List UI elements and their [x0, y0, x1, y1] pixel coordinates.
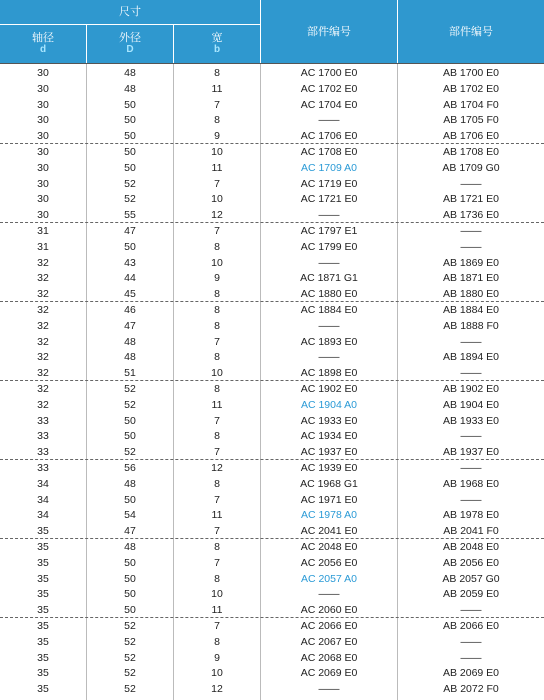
cell-part-number-2: AB 2072 F0	[443, 683, 499, 696]
cell-width: 12	[211, 209, 223, 222]
cell-outer-diameter: 54	[124, 509, 136, 522]
cell-part-number-2: AB 1904 E0	[442, 398, 500, 411]
cell-outer-diameter: 52	[124, 398, 136, 411]
cell-outer-diameter: 50	[124, 604, 136, 617]
cell-shaft-diameter: 30	[37, 114, 49, 127]
cell-outer-diameter: 48	[124, 351, 136, 364]
cell-shaft-diameter: 31	[37, 240, 49, 253]
header-part-number-1	[261, 0, 397, 63]
cell-part-number-1: AC 1880 E0	[300, 288, 358, 301]
cell-width: 8	[214, 477, 220, 490]
cell-part-number-2: AB 2069 E0	[442, 667, 500, 680]
cell-width: 7	[214, 493, 220, 506]
cell-outer-diameter: 50	[124, 572, 136, 585]
cell-outer-diameter: 48	[124, 67, 136, 79]
cell-part-number-2: ——	[460, 367, 482, 380]
col-b-symbol: b	[213, 44, 221, 55]
cell-part-number-2: AB 2066 E0	[442, 620, 500, 632]
cell-width: 7	[214, 620, 220, 632]
col-d-label: 轴径	[32, 32, 54, 44]
table-row	[0, 507, 544, 523]
cell-part-number-2: AB 2057 G0	[442, 572, 500, 585]
table-row	[0, 681, 544, 697]
table-row	[0, 270, 544, 286]
cell-part-number-1: AC 1704 E0	[300, 98, 358, 111]
cell-shaft-diameter: 35	[37, 604, 49, 617]
cell-outer-diameter: 52	[124, 683, 136, 696]
table-row	[0, 128, 544, 144]
cell-part-number-2: AB 1705 F0	[443, 114, 499, 127]
cell-part-number-1: AC 2067 E0	[300, 635, 358, 648]
cell-shaft-diameter: 32	[37, 367, 49, 380]
cell-part-number-1: AC 2069 E0	[300, 667, 358, 680]
cell-part-number-1: AC 1933 E0	[300, 414, 358, 427]
table-row	[0, 618, 544, 634]
table-row	[0, 428, 544, 444]
cell-shaft-diameter: 30	[37, 67, 49, 79]
cell-part-number-1: AC 2056 E0	[300, 556, 358, 569]
cell-outer-diameter: 55	[124, 209, 136, 222]
cell-part-number-1: AC 1702 E0	[300, 82, 358, 95]
cell-part-number-1: AC 2048 E0	[300, 541, 358, 553]
cell-part-number-1: ——	[318, 319, 340, 332]
cell-part-number-1: AC 1902 E0	[300, 383, 358, 395]
cell-outer-diameter: 50	[124, 493, 136, 506]
cell-width: 7	[214, 414, 220, 427]
header-col-d	[0, 25, 86, 63]
cell-part-number-1: AC 1709 A0	[300, 161, 358, 174]
cell-shaft-diameter: 32	[37, 319, 49, 332]
cell-part-number-2: AB 1933 E0	[442, 414, 500, 427]
cell-part-number-2: AB 2048 E0	[442, 541, 500, 553]
cell-part-number-1: AC 1871 G1	[300, 272, 358, 285]
cell-part-number-1: AC 1968 G1	[300, 477, 358, 490]
cell-shaft-diameter: 34	[37, 509, 49, 522]
cell-part-number-1: AC 1893 E0	[300, 335, 358, 348]
cell-part-number-2: AB 1902 E0	[442, 383, 500, 395]
cell-shaft-diameter: 30	[37, 177, 49, 190]
cell-width: 10	[211, 367, 223, 380]
cell-part-number-1: ——	[318, 114, 340, 127]
cell-shaft-diameter: 32	[37, 351, 49, 364]
cell-part-number-1: AC 1799 E0	[300, 240, 358, 253]
cell-shaft-diameter: 32	[37, 272, 49, 285]
table-row	[0, 286, 544, 302]
cell-part-number-2: ——	[460, 430, 482, 443]
cell-part-number-2: AB 2056 E0	[442, 556, 500, 569]
cell-part-number-2: AB 1706 E0	[442, 130, 500, 143]
cell-part-number-1: AC 1898 E0	[300, 367, 358, 380]
cell-shaft-diameter: 35	[37, 667, 49, 680]
cell-part-number-1: AC 2060 E0	[300, 604, 358, 617]
cell-outer-diameter: 48	[124, 82, 136, 95]
cell-shaft-diameter: 30	[37, 161, 49, 174]
table-row	[0, 365, 544, 381]
cell-width: 9	[214, 272, 220, 285]
table-row	[0, 539, 544, 555]
cell-part-number-2: ——	[460, 493, 482, 506]
cell-part-number-1: AC 1904 A0	[300, 398, 358, 411]
cell-shaft-diameter: 32	[37, 288, 49, 301]
cell-outer-diameter: 43	[124, 256, 136, 269]
cell-part-number-1: ——	[318, 588, 340, 601]
cell-outer-diameter: 50	[124, 556, 136, 569]
cell-outer-diameter: 50	[124, 98, 136, 111]
cell-outer-diameter: 48	[124, 477, 136, 490]
cell-shaft-diameter: 30	[37, 146, 49, 158]
cell-width: 11	[211, 398, 223, 411]
cell-part-number-2: AB 2059 E0	[442, 588, 500, 601]
table-row	[0, 349, 544, 365]
cell-outer-diameter: 50	[124, 240, 136, 253]
table-row	[0, 602, 544, 618]
cell-part-number-1: ——	[318, 683, 340, 696]
cell-shaft-diameter: 35	[37, 651, 49, 664]
cell-part-number-2: AB 1736 E0	[442, 209, 500, 222]
table-row	[0, 302, 544, 318]
cell-part-number-2: ——	[460, 335, 482, 348]
cell-width: 7	[214, 556, 220, 569]
cell-width: 8	[214, 288, 220, 301]
cell-shaft-diameter: 33	[37, 430, 49, 443]
cell-shaft-diameter: 32	[37, 383, 49, 395]
table-row	[0, 634, 544, 650]
cell-part-number-1: AC 1721 E0	[300, 193, 358, 206]
cell-part-number-2: AB 1888 F0	[443, 319, 499, 332]
cell-part-number-2: AB 1968 E0	[442, 477, 500, 490]
cell-shaft-diameter: 32	[37, 335, 49, 348]
cell-shaft-diameter: 32	[37, 304, 49, 316]
cell-width: 11	[211, 82, 223, 95]
cell-width: 8	[214, 304, 220, 316]
cell-part-number-2: AB 1880 E0	[442, 288, 500, 301]
cell-part-number-2: AB 1937 E0	[442, 446, 500, 459]
cell-width: 7	[214, 225, 220, 237]
cell-outer-diameter: 52	[124, 383, 136, 395]
cell-width: 7	[214, 98, 220, 111]
cell-part-number-2: AB 1708 E0	[442, 146, 500, 158]
cell-part-number-1: AC 1719 E0	[300, 177, 358, 190]
table-row	[0, 460, 544, 476]
cell-width: 11	[211, 509, 223, 522]
cell-width: 8	[214, 383, 220, 395]
table-row	[0, 112, 544, 128]
cell-shaft-diameter: 32	[37, 256, 49, 269]
cell-width: 8	[214, 572, 220, 585]
cell-part-number-2: AB 1884 E0	[442, 304, 500, 316]
cell-width: 12	[211, 683, 223, 696]
cell-width: 8	[214, 351, 220, 364]
cell-outer-diameter: 51	[124, 367, 136, 380]
cell-part-number-1: AC 1971 E0	[300, 493, 358, 506]
cell-width: 11	[211, 604, 223, 617]
cell-part-number-1: AC 1978 A0	[300, 509, 358, 522]
cell-width: 12	[211, 462, 223, 474]
cell-part-number-2: ——	[460, 651, 482, 664]
cell-width: 8	[214, 541, 220, 553]
table-row	[0, 144, 544, 160]
cell-width: 10	[211, 667, 223, 680]
table-row	[0, 555, 544, 571]
cell-width: 9	[214, 651, 220, 664]
table-row	[0, 176, 544, 192]
cell-shaft-diameter: 35	[37, 635, 49, 648]
table-row	[0, 81, 544, 97]
cell-shaft-diameter: 33	[37, 446, 49, 459]
cell-width: 10	[211, 193, 223, 206]
table-row	[0, 160, 544, 176]
table-row	[0, 397, 544, 413]
cell-shaft-diameter: 35	[37, 572, 49, 585]
cell-outer-diameter: 45	[124, 288, 136, 301]
cell-part-number-2: AB 1709 G0	[442, 161, 500, 174]
cell-width: 8	[214, 319, 220, 332]
cell-shaft-diameter: 30	[37, 209, 49, 222]
cell-outer-diameter: 47	[124, 319, 136, 332]
cell-part-number-2: AB 1721 E0	[442, 193, 500, 206]
cell-part-number-1: AC 1937 E0	[300, 446, 358, 459]
cell-width: 10	[211, 256, 223, 269]
cell-shaft-diameter: 34	[37, 493, 49, 506]
table-row	[0, 207, 544, 223]
cell-part-number-1: ——	[318, 256, 340, 269]
cell-part-number-1: ——	[318, 351, 340, 364]
cell-width: 10	[211, 588, 223, 601]
cell-part-number-1: AC 2068 E0	[300, 651, 358, 664]
cell-width: 7	[214, 177, 220, 190]
cell-outer-diameter: 50	[124, 130, 136, 143]
table-row	[0, 255, 544, 271]
cell-outer-diameter: 52	[124, 177, 136, 190]
cell-part-number-2: AB 1894 E0	[442, 351, 500, 364]
table-row	[0, 334, 544, 350]
cell-outer-diameter: 48	[124, 335, 136, 348]
cell-width: 8	[214, 67, 220, 79]
cell-part-number-1: AC 1708 E0	[300, 146, 358, 158]
cell-outer-diameter: 50	[124, 588, 136, 601]
cell-shaft-diameter: 35	[37, 620, 49, 632]
table-row	[0, 665, 544, 681]
cell-part-number-1: AC 2041 E0	[300, 525, 358, 538]
table-row	[0, 523, 544, 539]
table-row	[0, 571, 544, 587]
cell-part-number-1: AC 2066 E0	[300, 620, 358, 632]
dimension-title: 尺寸	[119, 6, 141, 18]
cell-part-number-2: ——	[460, 604, 482, 617]
cell-shaft-diameter: 35	[37, 683, 49, 696]
cell-part-number-2: ——	[460, 635, 482, 648]
cell-outer-diameter: 50	[124, 430, 136, 443]
cell-width: 8	[214, 240, 220, 253]
cell-shaft-diameter: 35	[37, 588, 49, 601]
table-row	[0, 413, 544, 429]
cell-width: 10	[211, 146, 223, 158]
cell-outer-diameter: 47	[124, 225, 136, 237]
cell-width: 8	[214, 114, 220, 127]
table-row	[0, 65, 544, 81]
cell-part-number-1: ——	[318, 209, 340, 222]
cell-shaft-diameter: 35	[37, 541, 49, 553]
cell-shaft-diameter: 33	[37, 462, 49, 474]
cell-outer-diameter: 50	[124, 414, 136, 427]
table-row	[0, 223, 544, 239]
cell-outer-diameter: 52	[124, 193, 136, 206]
cell-part-number-2: ——	[460, 462, 482, 474]
cell-width: 8	[214, 635, 220, 648]
cell-outer-diameter: 52	[124, 651, 136, 664]
cell-width: 7	[214, 525, 220, 538]
cell-width: 11	[211, 161, 223, 174]
table-row	[0, 97, 544, 113]
table-row	[0, 586, 544, 602]
cell-part-number-2: ——	[460, 240, 482, 253]
cell-shaft-diameter: 33	[37, 414, 49, 427]
cell-part-number-2: AB 1869 E0	[442, 256, 500, 269]
cell-width: 8	[214, 430, 220, 443]
cell-outer-diameter: 56	[124, 462, 136, 474]
part1-label: 部件编号	[307, 25, 351, 38]
header-col-D	[87, 25, 173, 63]
cell-part-number-1: AC 1939 E0	[300, 462, 358, 474]
part2-label: 部件编号	[449, 25, 493, 38]
col-b-label: 宽	[211, 32, 223, 44]
cell-width: 9	[214, 130, 220, 143]
cell-part-number-1: AC 2057 A0	[300, 572, 358, 585]
cell-part-number-1: AC 1884 E0	[300, 304, 358, 316]
cell-outer-diameter: 47	[124, 525, 136, 538]
table-row	[0, 444, 544, 460]
cell-shaft-diameter: 30	[37, 130, 49, 143]
cell-outer-diameter: 50	[124, 146, 136, 158]
cell-width: 7	[214, 446, 220, 459]
cell-part-number-1: AC 1706 E0	[300, 130, 358, 143]
cell-part-number-2: AB 1704 F0	[443, 98, 499, 111]
cell-shaft-diameter: 35	[37, 556, 49, 569]
table-row	[0, 381, 544, 397]
cell-width: 7	[214, 335, 220, 348]
cell-outer-diameter: 50	[124, 114, 136, 127]
cell-part-number-2: AB 2041 F0	[443, 525, 499, 538]
cell-outer-diameter: 46	[124, 304, 136, 316]
cell-shaft-diameter: 35	[37, 525, 49, 538]
cell-outer-diameter: 52	[124, 635, 136, 648]
cell-shaft-diameter: 31	[37, 225, 49, 237]
header-bottom-rule	[0, 63, 544, 64]
cell-outer-diameter: 50	[124, 161, 136, 174]
cell-shaft-diameter: 34	[37, 477, 49, 490]
header-col-b	[174, 25, 260, 63]
cell-part-number-1: AC 1797 E1	[300, 225, 358, 237]
col-d-symbol: d	[39, 44, 47, 55]
cell-part-number-2: AB 1978 E0	[442, 509, 500, 522]
table-row	[0, 476, 544, 492]
table-row	[0, 650, 544, 666]
header-part-number-2	[398, 0, 544, 63]
cell-outer-diameter: 52	[124, 446, 136, 459]
cell-outer-diameter: 48	[124, 541, 136, 553]
cell-outer-diameter: 52	[124, 667, 136, 680]
cell-shaft-diameter: 32	[37, 398, 49, 411]
cell-part-number-1: AC 1700 E0	[300, 67, 358, 79]
cell-shaft-diameter: 30	[37, 98, 49, 111]
cell-shaft-diameter: 30	[37, 82, 49, 95]
cell-part-number-2: AB 1702 E0	[442, 82, 500, 95]
header-dimension-title	[0, 0, 260, 24]
cell-shaft-diameter: 30	[37, 193, 49, 206]
cell-outer-diameter: 52	[124, 620, 136, 632]
table-row	[0, 318, 544, 334]
cell-part-number-1: AC 1934 E0	[300, 430, 358, 443]
cell-part-number-2: AB 1700 E0	[442, 67, 500, 79]
table-row	[0, 492, 544, 508]
cell-outer-diameter: 44	[124, 272, 136, 285]
col-D-symbol: D	[126, 44, 134, 55]
col-D-label: 外径	[119, 32, 141, 44]
table-row	[0, 191, 544, 207]
cell-part-number-2: AB 1871 E0	[442, 272, 500, 285]
cell-part-number-2: ——	[460, 177, 482, 190]
cell-part-number-2: ——	[460, 225, 482, 237]
table-row	[0, 239, 544, 255]
